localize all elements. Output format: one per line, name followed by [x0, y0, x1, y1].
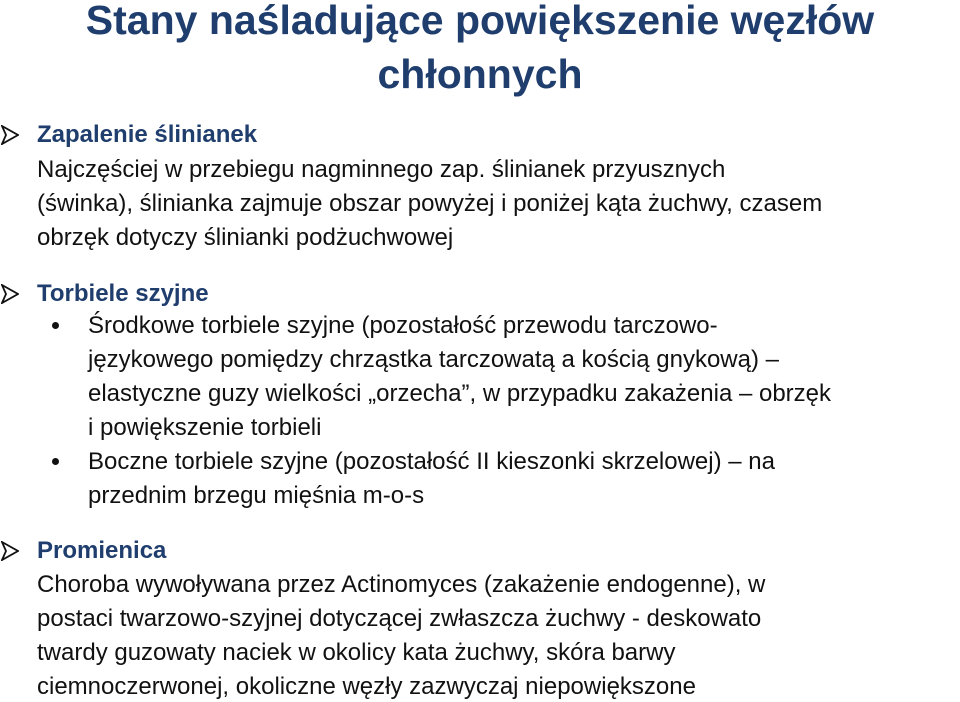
list-item-text-line: Boczne torbiele szyjne (pozostałość II kieszonki skrzelowej) – na: [88, 448, 775, 475]
slide-title-line-2: chłonnych: [377, 51, 583, 97]
section-heading: Promienica: [37, 537, 167, 564]
round-bullet-icon: [52, 322, 59, 329]
section-text-line: obrzęk dotyczy ślinianki podżuchwowej: [37, 224, 454, 251]
arrowhead-bullet-icon: [1, 125, 19, 145]
arrowhead-bullet-icon: [1, 284, 19, 304]
section-text-line: twardy guzowaty naciek w okolicy kata żuchwy, skóra barwy: [37, 639, 676, 666]
section-text-line: Najczęściej w przebiegu nagminnego zap. ślinianek przyusznych: [37, 156, 726, 183]
section-text-line: postaci twarzowo-szyjnej dotyczącej zwłaszcza żuchwy - deskowato: [37, 605, 762, 632]
list-item-text-line: przednim brzegu mięśnia m-o-s: [88, 482, 425, 509]
list-item-text-line: elastyczne guzy wielkości „orzecha”, w przypadku zakażenia – obrzęk: [88, 380, 832, 407]
slide-title-line-1: Stany naśladujące powiększenie węzłów: [85, 0, 875, 43]
section-text-line: (świnka), ślinianka zajmuje obszar powyżej i poniżej kąta żuchwy, czasem: [37, 190, 823, 217]
round-bullet-icon: [52, 458, 59, 465]
list-item-text-line: Środkowe torbiele szyjne (pozostałość przewodu tarczowo-: [88, 312, 718, 339]
section-text-line: Choroba wywoływana przez Actinomyces (zakażenie endogenne), w: [37, 571, 766, 598]
list-item-text-line: językowego pomiędzy chrząstka tarczowatą a kością gnykową) –: [88, 346, 779, 373]
section-text-line: ciemnoczerwonej, okoliczne węzły zazwyczaj niepowiększone: [37, 673, 696, 700]
arrowhead-bullet-icon: [1, 541, 19, 561]
section-heading: Zapalenie ślinianek: [37, 121, 258, 148]
section-heading: Torbiele szyjne: [37, 280, 209, 307]
list-item-text-line: i powiększenie torbieli: [88, 414, 322, 441]
